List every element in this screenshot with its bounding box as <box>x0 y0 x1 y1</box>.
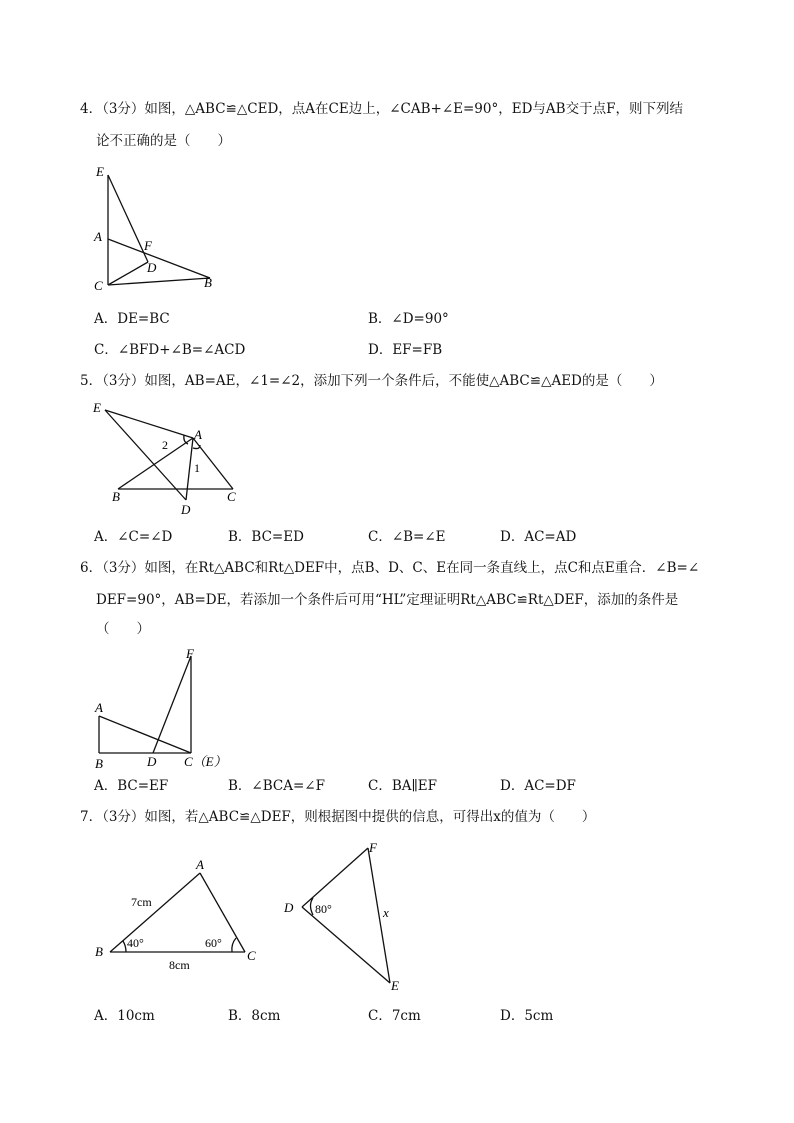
q5-option-b[interactable]: B．BC=ED <box>228 529 304 545</box>
q5-label-B: B <box>112 489 120 504</box>
q5-label-1: 1 <box>194 461 200 475</box>
q5-seg-AD <box>186 438 193 500</box>
q7-figure-abc <box>90 852 270 977</box>
q5-option-c[interactable]: C．∠B=∠E <box>368 529 446 545</box>
q7-label-E: E <box>391 978 399 993</box>
q6-label-B: B <box>95 756 103 771</box>
q4-stem-line1: 4．（3分）如图，△ABC≌△CED，点A在CE边上，∠CAB+∠E=90°，ED与AB交于点F，则下列结 <box>80 101 683 117</box>
q4-seg-CB <box>108 278 210 285</box>
q4-option-c[interactable]: C．∠BFD+∠B=∠ACD <box>94 342 246 358</box>
q4-label-F: F <box>144 238 152 253</box>
q7-option-d[interactable]: D．5cm <box>500 1008 554 1024</box>
q6-option-b[interactable]: B．∠BCA=∠F <box>228 778 325 794</box>
q7-label-B: B <box>95 944 103 959</box>
q7-figure-def <box>280 836 410 996</box>
q7-label-D: D <box>284 900 294 915</box>
q7-option-b[interactable]: B．8cm <box>228 1008 281 1024</box>
q6-seg-FD <box>153 656 191 753</box>
q4-seg-AB <box>108 239 210 278</box>
q5-label-E: E <box>93 400 101 415</box>
q5-label-C: C <box>227 489 236 504</box>
q5-label-D: D <box>181 502 191 517</box>
q6-option-d[interactable]: D．AC=DF <box>500 778 576 794</box>
q5-label-A: A <box>194 427 202 442</box>
q7-label-C: C <box>247 948 256 963</box>
q7-angle-C-arc <box>232 938 236 952</box>
q7-angle-D-arc <box>311 898 314 915</box>
q5-label-2: 2 <box>162 438 168 452</box>
q7-label-angC: 60° <box>205 936 222 950</box>
q4-seg-ED <box>108 175 148 262</box>
q7-label-ab: 7cm <box>131 895 152 909</box>
q7-label-F: F <box>369 840 377 855</box>
q4-stem-line2: 论不正确的是（ ） <box>96 133 231 149</box>
q4-figure <box>90 160 230 295</box>
q6-option-c[interactable]: C．BA∥EF <box>368 778 437 794</box>
q6-seg-AC <box>99 716 191 753</box>
q5-option-d[interactable]: D．AC=AD <box>500 529 577 545</box>
q7-label-angD: 80° <box>315 902 332 916</box>
q6-label-A: A <box>95 700 103 715</box>
q7-seg-DE <box>302 907 390 983</box>
q5-option-a[interactable]: A．∠C=∠D <box>94 529 173 545</box>
q7-label-bc: 8cm <box>169 958 190 972</box>
q7-seg-DF <box>302 848 368 907</box>
q4-option-d[interactable]: D．EF=FB <box>368 342 443 358</box>
q7-label-A: A <box>196 857 204 872</box>
q4-label-A: A <box>94 229 102 244</box>
q6-label-F: F <box>186 646 194 661</box>
q4-label-C: C <box>94 278 103 293</box>
q7-label-x: x <box>383 905 389 920</box>
q6-stem-line2: DEF=90°，AB=DE，若添加一个条件后可用“HL”定理证明Rt△ABC≌Rt△DEF，添加的条件是 <box>96 592 679 608</box>
q4-label-E: E <box>96 164 104 179</box>
q4-option-b[interactable]: B．∠D=90° <box>368 311 449 327</box>
q4-option-a[interactable]: A．DE=BC <box>94 311 170 327</box>
q6-stem-line3: （ ） <box>96 621 150 637</box>
q5-seg-AB <box>118 438 193 489</box>
q5-stem-line1: 5．（3分）如图，AB=AE，∠1=∠2，添加下列一个条件后，不能使△ABC≌△AED的是（ ） <box>80 373 663 389</box>
q7-angle-B-arc <box>123 941 126 952</box>
q4-seg-CD <box>108 262 148 285</box>
q6-label-CE: C（E） <box>184 754 227 769</box>
q7-label-angB: 40° <box>127 936 144 950</box>
q6-option-a[interactable]: A．BC=EF <box>94 778 169 794</box>
q7-stem-line1: 7．（3分）如图，若△ABC≌△DEF，则根据图中提供的信息，可得出x的值为（ ） <box>80 809 596 825</box>
q4-label-D: D <box>147 260 157 275</box>
q6-label-D: D <box>147 754 157 769</box>
q7-seg-BA <box>110 873 200 952</box>
q4-label-B: B <box>204 275 212 290</box>
q7-option-c[interactable]: C．7cm <box>368 1008 421 1024</box>
q6-figure <box>88 642 238 774</box>
q7-option-a[interactable]: A．10cm <box>94 1008 155 1024</box>
q6-stem-line1: 6．（3分）如图，在Rt△ABC和Rt△DEF中，点B、D、C、E在同一条直线上，点C和点E重合．∠B=∠ <box>80 560 700 576</box>
q5-figure <box>90 398 250 518</box>
